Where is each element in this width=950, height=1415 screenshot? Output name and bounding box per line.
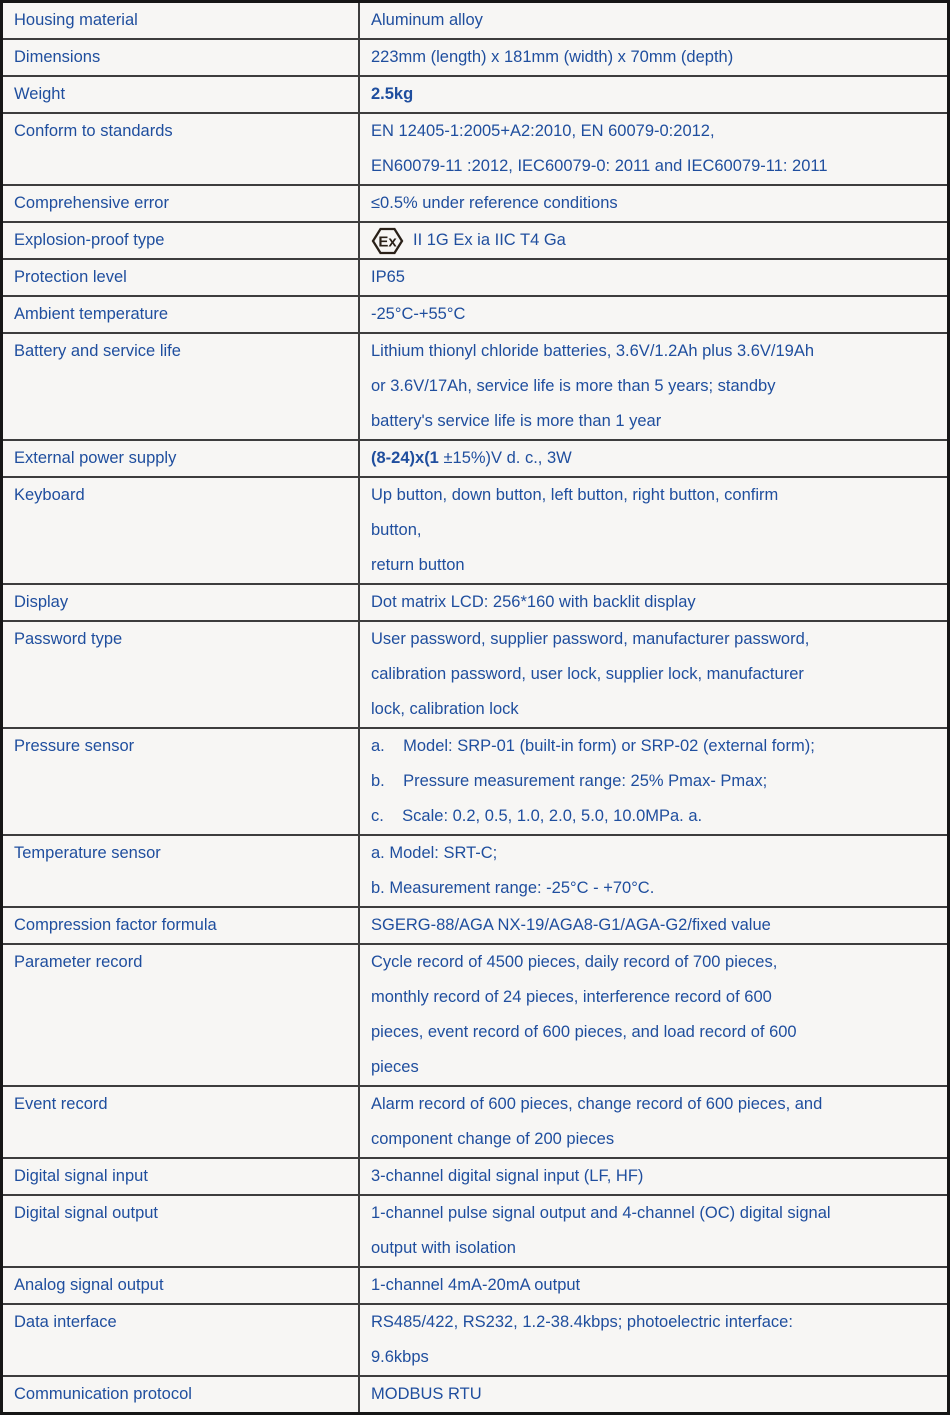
spec-label: Data interface: [14, 1313, 117, 1331]
spec-label: Comprehensive error: [14, 194, 169, 212]
spec-value-cell: [360, 40, 947, 75]
spec-value-line: [371, 149, 941, 184]
spec-row: [3, 114, 947, 186]
spec-row: [3, 186, 947, 223]
spec-value-cell: [360, 729, 947, 834]
spec-value-line: [371, 1196, 941, 1231]
spec-value-cell: [360, 1377, 947, 1412]
spec-value-text: User password, supplier password, manufacturer password,: [371, 630, 810, 648]
spec-value-cell: [360, 1305, 947, 1375]
spec-value-line: [371, 40, 941, 75]
spec-row: [3, 1377, 947, 1412]
spec-value-text: a. Model: SRP-01 (built-in form) or SRP-02 (external form);: [371, 737, 815, 755]
spec-value-line: [371, 1231, 941, 1266]
spec-value-line: [371, 908, 941, 943]
spec-label: Communication protocol: [14, 1385, 192, 1403]
spec-label: Explosion-proof type: [14, 231, 165, 249]
spec-value-cell: [360, 77, 947, 112]
spec-label-cell: [3, 223, 360, 258]
spec-label-cell: [3, 945, 360, 1085]
spec-label: Digital signal output: [14, 1204, 159, 1222]
spec-value-text: 223mm (length) x 181mm (width) x 70mm (depth): [371, 48, 734, 66]
spec-row: [3, 297, 947, 334]
spec-value-text: component change of 200 pieces: [371, 1130, 615, 1148]
spec-value-cell: [360, 297, 947, 332]
spec-row: [3, 1268, 947, 1305]
spec-row: [3, 260, 947, 297]
spec-value-text: 1-channel 4mA-20mA output: [371, 1276, 581, 1294]
spec-value-line: [371, 404, 941, 439]
spec-value-line: [371, 622, 941, 657]
spec-value-text: lock, calibration lock: [371, 700, 519, 718]
spec-label: Event record: [14, 1095, 108, 1113]
spec-label: Digital signal input: [14, 1167, 148, 1185]
spec-label-cell: [3, 1159, 360, 1194]
spec-label-cell: [3, 3, 360, 38]
spec-label: Temperature sensor: [14, 844, 161, 862]
spec-value-line: [371, 3, 941, 38]
spec-label: Protection level: [14, 268, 127, 286]
spec-value-line: [371, 334, 941, 369]
spec-label-cell: [3, 186, 360, 221]
spec-label-cell: [3, 1087, 360, 1157]
spec-value-cell: [360, 585, 947, 620]
spec-value-line: [371, 1087, 941, 1122]
spec-value-line: [371, 657, 941, 692]
spec-label-cell: [3, 334, 360, 439]
spec-row: [3, 3, 947, 40]
spec-value-text: EN 12405-1:2005+A2:2010, EN 60079-0:2012,: [371, 122, 715, 140]
spec-row: [3, 836, 947, 908]
spec-value-text: b. Pressure measurement range: 25% Pmax- Pmax;: [371, 772, 768, 790]
svg-text:Ex: Ex: [378, 233, 397, 250]
spec-value-text: 3-channel digital signal input (LF, HF): [371, 1167, 644, 1185]
spec-label: External power supply: [14, 449, 177, 467]
spec-value-text: Aluminum alloy: [371, 11, 483, 29]
spec-label: Parameter record: [14, 953, 143, 971]
spec-label: Analog signal output: [14, 1276, 164, 1294]
spec-row: [3, 441, 947, 478]
spec-value-cell: [360, 186, 947, 221]
spec-value-line: [371, 1305, 941, 1340]
spec-value-text: Dot matrix LCD: 256*160 with backlit display: [371, 593, 696, 611]
spec-label-cell: [3, 622, 360, 727]
spec-value-line: [371, 764, 941, 799]
spec-value-line: [371, 1159, 941, 1194]
spec-value-text: 2.5kg: [371, 85, 414, 103]
spec-value-text: MODBUS RTU: [371, 1385, 482, 1403]
spec-value-text: c. Scale: 0.2, 0.5, 1.0, 2.0, 5.0, 10.0MPa. a.: [371, 807, 703, 825]
spec-label-cell: [3, 441, 360, 476]
spec-value-line: [371, 186, 941, 221]
spec-label: Dimensions: [14, 48, 101, 66]
spec-row: [3, 478, 947, 585]
spec-row: [3, 585, 947, 622]
spec-value-text: EN60079-11 :2012, IEC60079-0: 2011 and IEC60079-11: 2011: [371, 157, 828, 175]
spec-row: [3, 1087, 947, 1159]
spec-label-cell: [3, 1305, 360, 1375]
spec-label: Weight: [14, 85, 66, 103]
spec-value-line: [371, 729, 941, 764]
spec-value-cell: [360, 260, 947, 295]
spec-value-line: [371, 945, 941, 980]
spec-row: [3, 223, 947, 260]
spec-value-cell: [360, 334, 947, 439]
spec-value-text: SGERG-88/AGA NX-19/AGA8-G1/AGA-G2/fixed value: [371, 916, 771, 934]
spec-value-text: ≤0.5% under reference conditions: [371, 194, 618, 212]
spec-label-cell: [3, 836, 360, 906]
spec-value-text: b. Measurement range: -25°C - +70°C.: [371, 879, 655, 897]
spec-label: Housing material: [14, 11, 138, 29]
spec-value-text: 1-channel pulse signal output and 4-channel (OC) digital signal: [371, 1204, 831, 1222]
spec-value-text: IP65: [371, 268, 405, 286]
spec-value-cell: [360, 1196, 947, 1266]
spec-row: [3, 622, 947, 729]
spec-value-text: Alarm record of 600 pieces, change record of 600 pieces, and: [371, 1095, 823, 1113]
spec-label-cell: [3, 729, 360, 834]
spec-row: [3, 40, 947, 77]
spec-label-cell: [3, 297, 360, 332]
spec-label-cell: [3, 114, 360, 184]
spec-label: Display: [14, 593, 69, 611]
spec-value-text: II 1G Ex ia IIC T4 Ga: [413, 231, 566, 249]
spec-value-cell: [360, 114, 947, 184]
spec-value-text: 9.6kbps: [371, 1348, 429, 1366]
spec-value-text: or 3.6V/17Ah, service life is more than 5 years; standby: [371, 377, 776, 395]
spec-value-line: [371, 478, 941, 513]
spec-label: Compression factor formula: [14, 916, 217, 934]
spec-value-line: [371, 297, 941, 332]
spec-row: [3, 1305, 947, 1377]
spec-value-text: ±15%)V d. c., 3W: [438, 449, 572, 467]
spec-value-cell: [360, 1159, 947, 1194]
spec-value-text: pieces, event record of 600 pieces, and load record of 600: [371, 1023, 797, 1041]
spec-value-line: [371, 980, 941, 1015]
spec-label-cell: [3, 40, 360, 75]
spec-value-text: calibration password, user lock, supplier lock, manufacturer: [371, 665, 804, 683]
spec-value-line: [371, 1122, 941, 1157]
spec-value-text: Up button, down button, left button, right button, confirm: [371, 486, 779, 504]
spec-label-cell: [3, 77, 360, 112]
spec-value-cell: [360, 441, 947, 476]
spec-value-line: [371, 1377, 941, 1412]
spec-value-cell: [360, 478, 947, 583]
spec-value-line: [371, 799, 941, 834]
spec-value-text: Lithium thionyl chloride batteries, 3.6V/1.2Ah plus 3.6V/19Ah: [371, 342, 815, 360]
spec-value-line: [371, 692, 941, 727]
spec-value-text: RS485/422, RS232, 1.2-38.4kbps; photoelectric interface:: [371, 1313, 793, 1331]
spec-value-text: button,: [371, 521, 422, 539]
spec-value-line: [371, 223, 941, 258]
spec-value-cell: [360, 836, 947, 906]
spec-row: [3, 945, 947, 1087]
spec-label: Battery and service life: [14, 342, 181, 360]
spec-value-line: [371, 513, 941, 548]
spec-label-cell: [3, 478, 360, 583]
spec-label-cell: [3, 908, 360, 943]
spec-value-cell: [360, 223, 947, 258]
spec-value-line: [371, 836, 941, 871]
spec-value-cell: [360, 1268, 947, 1303]
spec-value-line: [371, 548, 941, 583]
spec-value-text: (8-24)x(1: [371, 449, 439, 467]
spec-label-cell: [3, 1196, 360, 1266]
spec-value-line: [371, 260, 941, 295]
spec-row: [3, 908, 947, 945]
spec-value-line: [371, 441, 941, 476]
spec-value-line: [371, 1340, 941, 1375]
spec-value-cell: [360, 622, 947, 727]
spec-value-cell: [360, 3, 947, 38]
spec-label-cell: [3, 1377, 360, 1412]
spec-label: Pressure sensor: [14, 737, 135, 755]
spec-value-line: [371, 585, 941, 620]
spec-value-cell: [360, 908, 947, 943]
spec-row: [3, 77, 947, 114]
spec-value-line: [371, 871, 941, 906]
spec-value-text: return button: [371, 556, 465, 574]
spec-value-text: a. Model: SRT-C;: [371, 844, 498, 862]
spec-value-line: [371, 1050, 941, 1085]
spec-value-text: Cycle record of 4500 pieces, daily record of 700 pieces,: [371, 953, 778, 971]
spec-value-text: pieces: [371, 1058, 419, 1076]
spec-label: Keyboard: [14, 486, 85, 504]
spec-row: [3, 729, 947, 836]
spec-row: [3, 1196, 947, 1268]
spec-value-text: -25°C-+55°C: [371, 305, 466, 323]
spec-value-line: [371, 114, 941, 149]
spec-label: Ambient temperature: [14, 305, 169, 323]
spec-value-line: [371, 1268, 941, 1303]
spec-value-text: battery's service life is more than 1 year: [371, 412, 662, 430]
spec-label: Conform to standards: [14, 122, 173, 140]
spec-label-cell: [3, 260, 360, 295]
spec-value-text: output with isolation: [371, 1239, 516, 1257]
spec-value-line: [371, 369, 941, 404]
spec-value-line: [371, 1015, 941, 1050]
spec-value-line: [371, 77, 941, 112]
ex-mark-icon: [371, 227, 404, 255]
spec-row: [3, 1159, 947, 1196]
spec-value-text: monthly record of 24 pieces, interference record of 600: [371, 988, 772, 1006]
spec-label-cell: [3, 585, 360, 620]
spec-row: [3, 334, 947, 441]
spec-label: Password type: [14, 630, 123, 648]
spec-label-cell: [3, 1268, 360, 1303]
spec-value-cell: [360, 945, 947, 1085]
spec-value-cell: [360, 1087, 947, 1157]
